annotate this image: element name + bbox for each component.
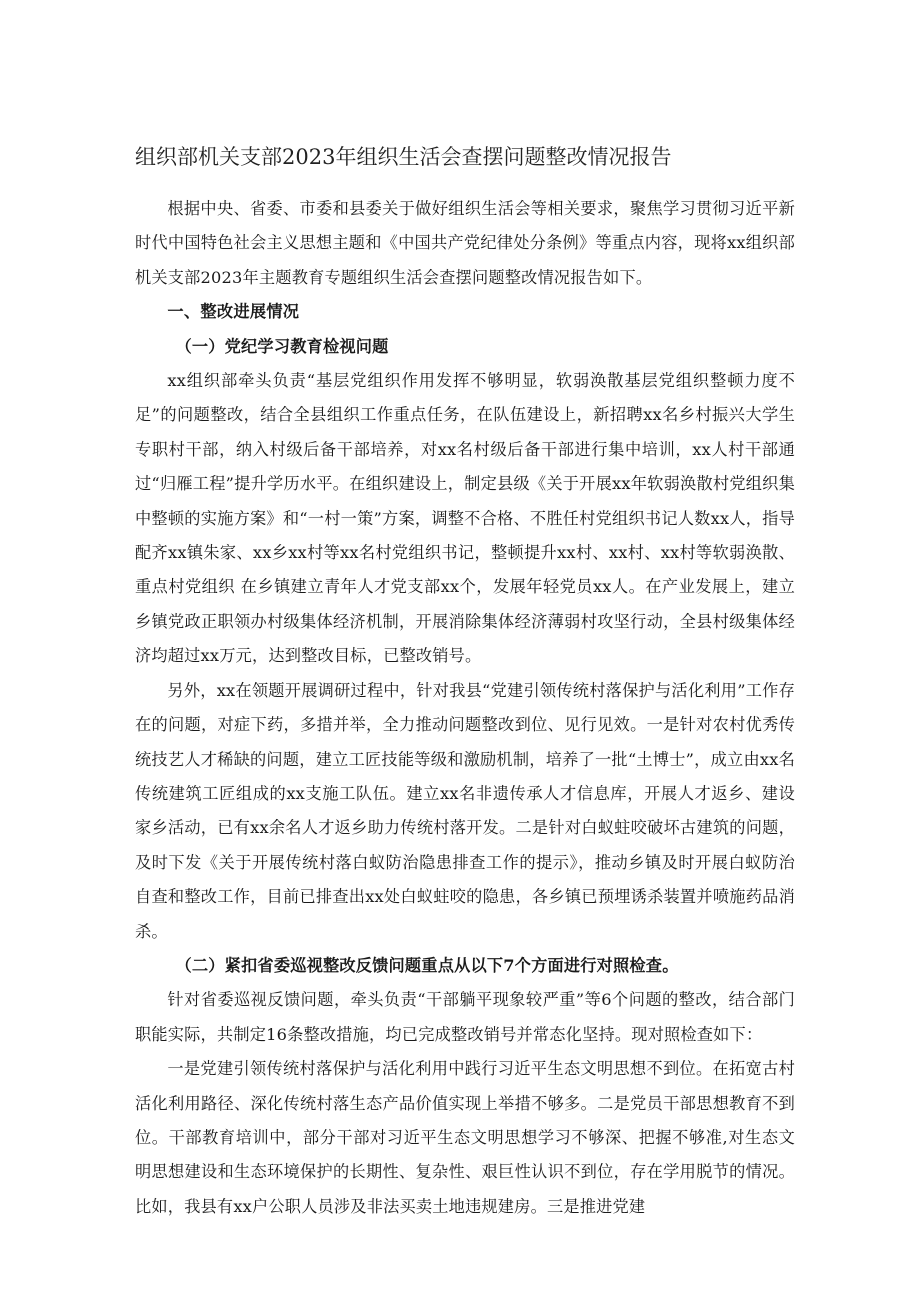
document-body — [135, 192, 795, 1224]
paragraph: xx组织部牵头负责“基层党组织作用发挥不够明显，软弱涣散基层党组织整顿力度不足”的问题整改，结合全县组织工作重点任务，在队伍建设上，新招聘xx名乡村振兴大学生专职村干部，纳入村级后备干部培养，对xx名村级后备干部进行集中培训，xx人村干部通过“归雁工程”提升学历水平。在组织建设上，制定县级《关于开展xx年软弱涣散村党组织集中整顿的实施方案》和“一村一策”方案，调整不合格、不胜任村党组织书记人数xx人，指导配齐xx镇朱家、xx乡xx村等xx名村党组织书记，整顿提升xx村、xx村、xx村等软弱涣散、重点村党组织 在乡镇建立青年人才党支部xx个，发展年轻党员xx人。在产业发展上，建立乡镇党政正职领办村级集体经济机制，开展消除集体经济薄弱村攻坚行动，全县村级集体经济均超过xx万元，达到整改目标，已整改销号。 — [135, 371, 795, 666]
document-title: 组织部机关支部2023年组织生活会查摆问题整改情况报告 — [135, 145, 672, 169]
subsection-heading-2: （二）紧扣省委巡视整改反馈问题重点从以下7个方面进行对照检查。 — [175, 955, 679, 975]
section-heading: 一、整改进展情况 — [167, 302, 300, 322]
paragraph: 一是党建引领传统村落保护与活化利用中践行习近平生态文明思想不到位。在拓宽古村活化利用路径、深化传统村落生态产品价值实现上举措不够多。二是党员干部思想教育不到位。干部教育培训中，部分干部对习近平生态文明思想学习不够深、把握不够准,对生态文明思想建设和生态环境保护的长期性、复杂性、艰巨性认识不到位，存在学用脱节的情况。比如，我县有xx户公职人员涉及非法买卖土地违规建房。三是推进党建 — [135, 1059, 795, 1216]
paragraph: 针对省委巡视反馈问题，牵头负责“干部躺平现象较严重”等6个问题的整改，结合部门职能实际，共制定16条整改措施，均已完成整改销号并常态化坚持。现对照检查如下： — [135, 990, 795, 1044]
intro-paragraph: 根据中央、省委、市委和县委关于做好组织生活会等相关要求，聚焦学习贯彻习近平新时代中国特色社会主义思想主题和《中国共产党纪律处分条例》等重点内容，现将xx组织部机关支部2023年主题教育专题组织生活会查摆问题整改情况报告如下。 — [135, 199, 795, 287]
subsection-heading-1: （一）党纪学习教育检视问题 — [175, 336, 389, 356]
paragraph: 另外，xx在领题开展调研过程中，针对我县“党建引领传统村落保护与活化利用”工作存在的问题，对症下药，多措并举，全力推动问题整改到位、见行见效。一是针对农村优秀传统技艺人才稀缺的问题，建立工匠技能等级和激励机制，培养了一批“土博士”，成立由xx名传统建筑工匠组成的xx支施工队伍。建立xx名非遗传承人才信息库，开展人才返乡、建设家乡活动，已有xx余名人才返乡助力传统村落开发。二是针对白蚁蛀咬破坏古建筑的问题，及时下发《关于开展传统村落白蚁防治隐患排查工作的提示》，推动乡镇及时开展白蚁防治自查和整改工作，目前已排查出xx处白蚁蛀咬的隐患，各乡镇已预埋诱杀装置并喷施药品消杀。 — [135, 680, 795, 941]
